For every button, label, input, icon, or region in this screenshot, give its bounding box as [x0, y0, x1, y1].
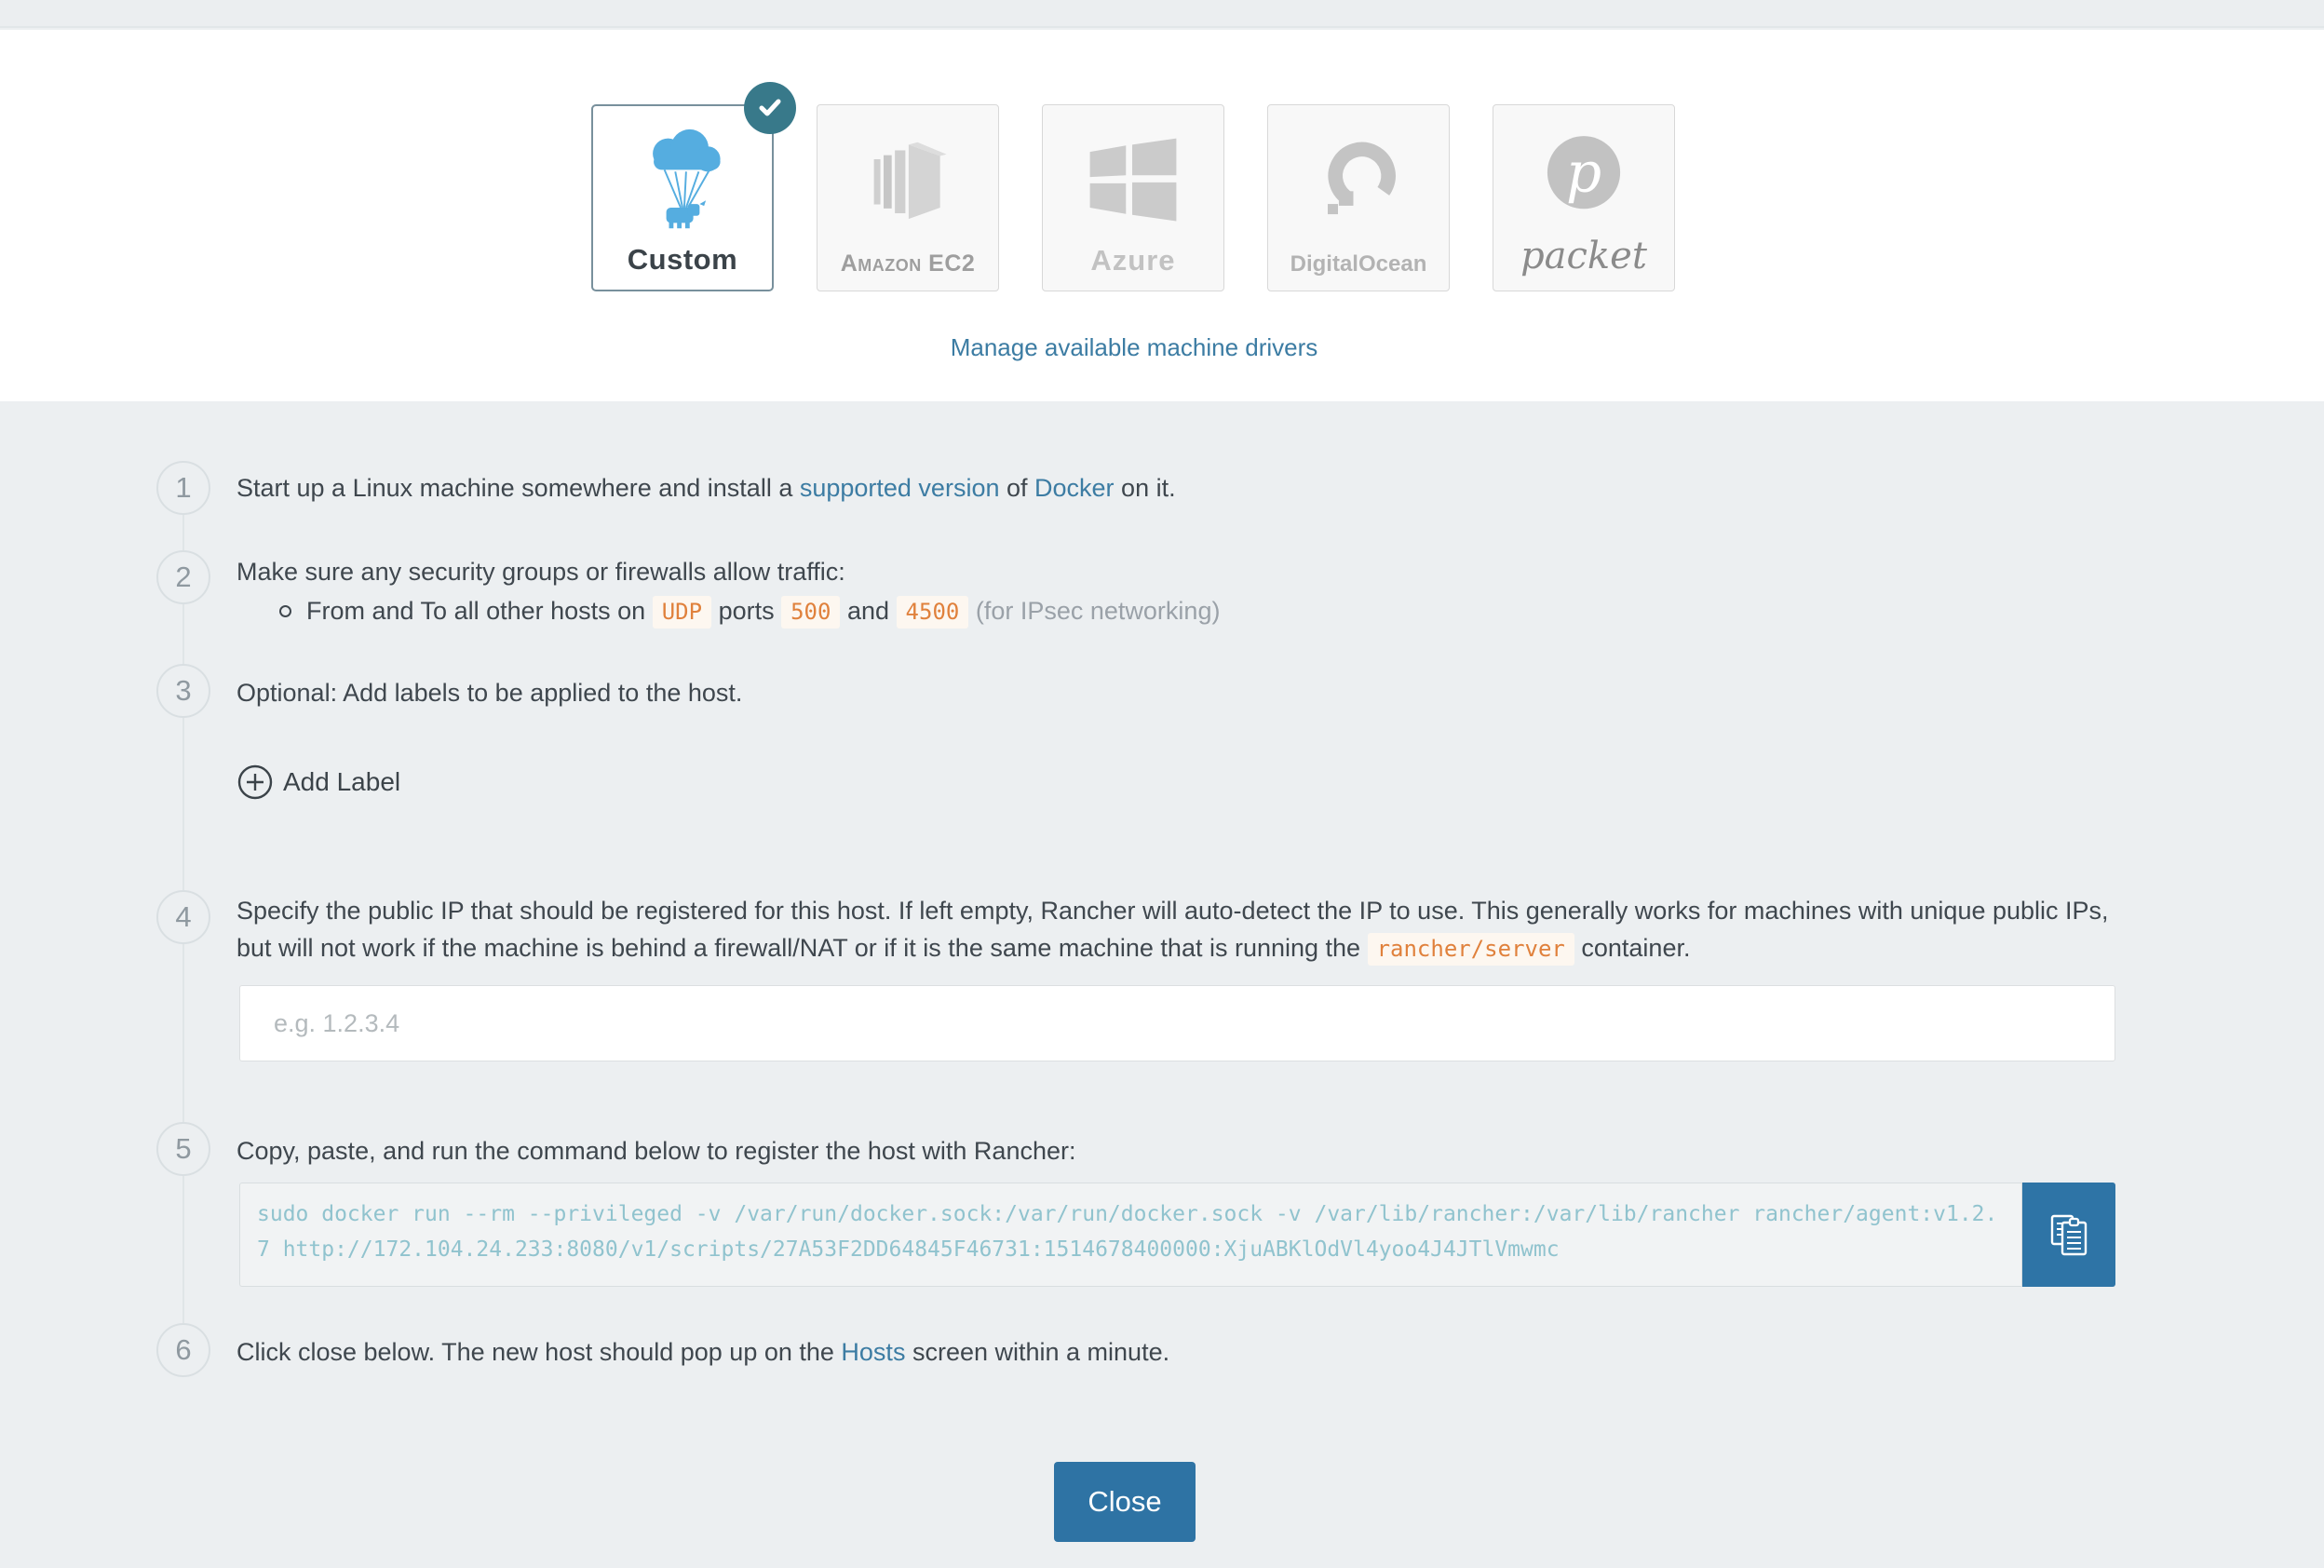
driver-label-amazon-ec2: Amazon EC2 [840, 250, 976, 277]
amazon-ec2-icon [859, 135, 956, 232]
svg-text:p: p [1565, 141, 1602, 206]
driver-card-azure[interactable] [1042, 104, 1224, 291]
rancher-server-code-chip: rancher/server [1368, 933, 1574, 966]
check-icon [754, 92, 786, 124]
step-2-number: 2 [156, 550, 210, 604]
public-ip-input[interactable] [239, 985, 2115, 1061]
packet-icon [1535, 131, 1632, 226]
udp-code-chip: UDP [653, 596, 711, 629]
step-4-text-pre: Specify the public IP that should be registered for this host. If left empty, Rancher will auto-detect the IP to use. This generally works for machines with unique public IPs, but will not work if the machine is behind a firewall/NAT or if it is the same machine that is running the [236, 897, 2109, 962]
driver-label-digitalocean: DigitalOcean [1290, 251, 1427, 277]
close-button[interactable]: Close [1054, 1462, 1196, 1542]
azure-windows-icon [1079, 134, 1187, 227]
clipboard-copy-icon [2047, 1211, 2090, 1258]
driver-card-digitalocean[interactable] [1267, 104, 1450, 291]
custom-cloud-cow-icon [628, 125, 736, 237]
hosts-link[interactable]: Hosts [841, 1338, 906, 1366]
driver-label-custom: Custom [627, 243, 738, 276]
step-4-text [236, 892, 2123, 966]
step-4-number: 4 [156, 890, 210, 944]
step-1-text-post: on it. [1114, 474, 1176, 502]
add-label-text: Add Label [283, 767, 401, 796]
step-2-title: Make sure any security groups or firewalls allow traffic: [236, 558, 845, 586]
bullet-circle-icon [279, 605, 291, 617]
step-1-text [236, 469, 1176, 507]
bullet-text-pre: From and To all other hosts on [306, 597, 653, 625]
driver-label-azure: Azure [1090, 244, 1176, 277]
bullet-text-mid2: and [846, 597, 897, 625]
step-4-text-post: container. [1574, 934, 1691, 962]
supported-version-link[interactable]: supported version [799, 474, 1000, 502]
step-6-text-post: screen within a minute. [905, 1338, 1170, 1366]
step-3-number: 3 [156, 664, 210, 718]
digitalocean-icon [1306, 133, 1411, 236]
port-4500-code-chip: 4500 [897, 596, 969, 629]
ipsec-note: (for IPsec networking) [975, 597, 1221, 625]
step-1-text-pre: Start up a Linux machine somewhere and install a [236, 474, 800, 502]
step-1-text-mid: of [999, 474, 1035, 502]
step-6-text-pre: Click close below. The new host should pop up on the [236, 1338, 842, 1366]
step-2-bullet [279, 592, 1220, 629]
add-label-button[interactable] [236, 764, 400, 801]
bullet-text-mid1: ports [718, 597, 782, 625]
docker-link[interactable]: Docker [1034, 474, 1115, 502]
copy-to-clipboard-button[interactable] [2022, 1183, 2115, 1287]
step-3-title: Optional: Add labels to be applied to the host. [236, 679, 743, 707]
step-5-number: 5 [156, 1122, 210, 1176]
driver-label-packet: packet [1520, 235, 1647, 277]
step-6-text [236, 1333, 1169, 1371]
step-1-number: 1 [156, 461, 210, 515]
step-6-number: 6 [156, 1323, 210, 1377]
step-5-title: Copy, paste, and run the command below to register the host with Rancher: [236, 1137, 1076, 1165]
manage-machine-drivers-link[interactable]: Manage available machine drivers [950, 333, 1318, 361]
driver-card-custom[interactable] [591, 104, 774, 291]
driver-card-amazon-ec2[interactable] [817, 104, 999, 291]
top-strip [0, 0, 2324, 28]
driver-card-packet[interactable] [1493, 104, 1675, 291]
port-500-code-chip: 500 [781, 596, 840, 629]
selected-check-badge [744, 82, 796, 134]
register-command-code[interactable]: sudo docker run --rm --privileged -v /var/run/docker.sock:/var/run/docker.sock -v /var/lib/rancher:/var/lib/rancher rancher/agent:v1.2.7 http://172.104.24.233:8080/v1/scripts/27A53F2DD64845F46731:1514678400000:XjuABKlOdVl4yoo4J4JTlVmwmc [239, 1183, 2022, 1287]
plus-circle-icon [236, 764, 274, 801]
